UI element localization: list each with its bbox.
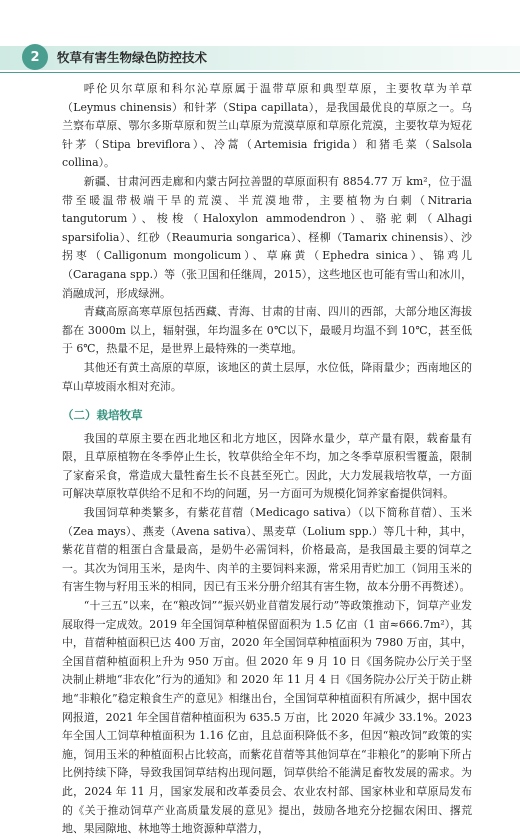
running-title: 牧草有害生物绿色防控技术 [57,50,208,65]
paragraph: 其他还有黄土高原的草原，该地区的黄土层厚，水位低，降雨量少；西南地区的草山草坡雨水相对充沛。 [62,360,472,393]
paragraph: 我国的草原主要在西北地区和北方地区，因降水量少，草产量有限，载畜量有限，且草原植物在冬季停止生长，牧草供给全年不均，加之冬季草原积雪覆盖，限制了家畜采食，常造成大量牲畜生长不良甚至死亡。因此，大力发展栽培牧草，一方面可解决草原牧草供给不足和不均的问题，另一方面可为规模化饲养家畜提供饲料。 [62,431,472,501]
paragraph: 呼伦贝尔草原和科尔沁草原属于温带草原和典型草原，主要牧草为羊草（Leymus chinensis）和针茅（Stipa capillata），是我国最优良的草原之一。乌兰察布草原、鄂尔多斯草原和贺兰山草原为荒漠草原和草原化荒漠，主要牧草为短花针茅（Stipa breviflora）、冷蒿（Artemisia frigida）和猪毛菜（Salsola collina）。 [62,82,472,170]
page-header [0,0,520,76]
paragraph: 青藏高原高寒草原包括西藏、青海、甘肃的甘南、四川的西部，大部分地区海拔都在 3000m 以上，辐射强，年均温多在 0℃以下，最暖月均温不到 10℃，甚至低于 6℃，热量不足，是世界上最特殊的一类草地。 [62,305,472,356]
paragraph: “十三五”以来，在“粮改饲”“振兴奶业苜蓿发展行动”等政策推动下，饲草产业发展取得一定成效。2019 年全国饲草种植保留面积为 1.5 亿亩（1 亩≈666.7m²），其中，苜蓿种植面积已达 400 万亩，2020 年全国饲草种植面积为 7980 万亩，其中，全国苜蓿种植面积上升为 950 万亩。但 2020 年 9 月 10 日《国务院办公厅关于坚决制止耕地“非农化”行为的通知》和 2020 年 11 月 4 日《国务院办公厅关于防止耕地“非粮化”稳定粮食生产的意见》相继出台，全国饲草种植面积有所减少，据中国农网报道，2021 年全国苜蓿种植面积为 635.5 万亩，比 2020 年减少 33.1%。2023 年全国人工饲草种植面积为 1.16 亿亩，且总面积降低不多，但因“粮改饲”政策的实施，饲用玉米的种植面积占比较高，而紫花苜蓿等其他饲草在“非粮化”的影响下所占比例持续下降，导致我国饲草结构出现问题，饲草供给不能满足畜牧发展的需求。为此，2024 年 11 月，国家发展和改革委员会、农业农村部、国家林业和草原局发布的《关于推动饲草产业高质量发展的意见》提出，鼓励各地充分挖掘农闲田、撂荒地、果园隙地、林地等土地资源种草潜力， [62,599,472,836]
paragraph: 新疆、甘肃河西走廊和内蒙古阿拉善盟的草原面积有 8854.77 万 km²，位于温带至暖温带极端干旱的荒漠、半荒漠地带，主要植物为白刺（Nitraria tangutorum）、梭梭（Haloxylon ammodendron）、骆驼刺（Alhagi sparsifolia）、红砂（Reaumuria songarica）、柽柳（Tamarix chinensis）、沙拐枣（Calligonum mongolicum）、草麻黄（Ephedra sinica）、锦鸡儿（Caragana spp.）等（张卫国和任继周，2015），这些地区也可能有雪山和冰川，消融成河，形成绿洲。 [62,174,472,300]
page-number: 2 [22,44,48,70]
section-heading: （二）栽培牧草 [62,408,143,423]
body-text [62,80,472,839]
paragraph: 我国饲草种类繁多，有紫花苜蓿（Medicago sativa）（以下简称苜蓿）、玉米（Zea mays）、燕麦（Avena sativa）、黑麦草（Lolium spp.）等几十种，其中，紫花苜蓿的粗蛋白含量最高，是奶牛必需饲料，价格最高，是我国最主要的饲草之一。其次为饲用玉米，是肉牛、肉羊的主要饲料来源，常采用青贮加工（饲用玉米的有害生物与籽用玉米的相同，因已有玉米分册介绍其有害生物，故本分册不再赘述）。 [62,506,472,594]
header-rule [0,72,520,73]
